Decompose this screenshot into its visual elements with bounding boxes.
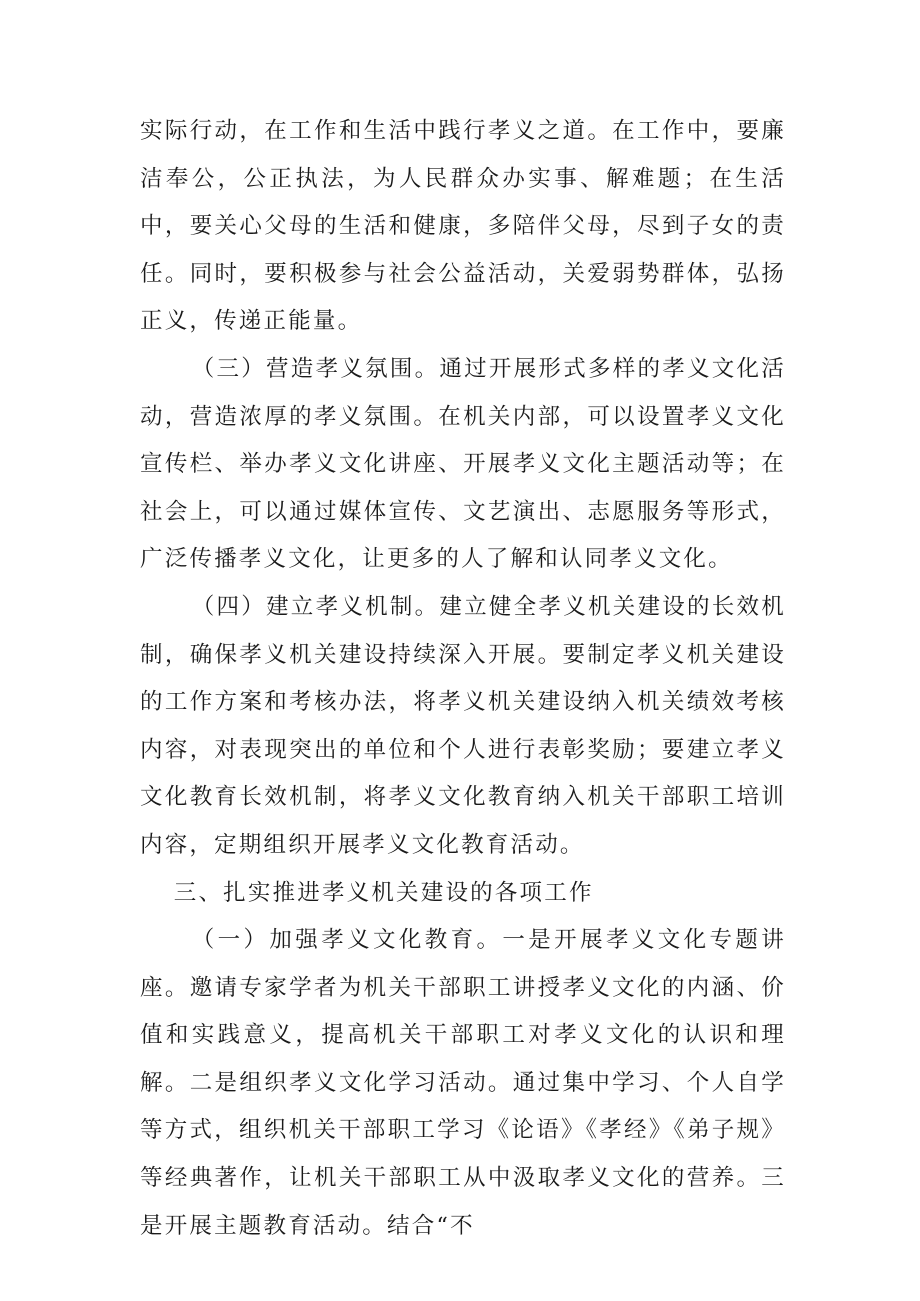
- paragraph-strengthen-education: （一）加强孝义文化教育。一是开展孝义文化专题讲座。邀请专家学者为机关干部职工讲授孝义文化的内涵、价值和实践意义，提高机关干部职工对孝义文化的认识和理解。二是组织孝义文化学习活动。通过集中学习、个人自学等方式，组织机关干部职工学习《论语》《孝经》《弟子规》等经典著作，让机关干部职工从中汲取孝义文化的营养。三是开展主题教育活动。结合“不: [140, 927, 786, 1239]
- paragraph-continuation: 实际行动，在工作和生活中践行孝义之道。在工作中，要廉洁奉公，公正执法，为人民群众办实事、解难题；在生活中，要关心父母的生活和健康，多陪伴父母，尽到子女的责任。同时，要积极参与社会公益活动，关爱弱势群体，弘扬正义，传递正能量。: [140, 118, 786, 335]
- paragraph-create-atmosphere: （三）营造孝义氛围。通过开展形式多样的孝义文化活动，营造浓厚的孝义氛围。在机关内部，可以设置孝义文化宣传栏、举办孝义文化讲座、开展孝义文化主题活动等；在社会上，可以通过媒体宣传、文艺演出、志愿服务等形式，广泛传播孝义文化，让更多的人了解和认同孝义文化。: [140, 355, 786, 573]
- paragraph-establish-mechanism: （四）建立孝义机制。建立健全孝义机关建设的长效机制，确保孝义机关建设持续深入开展。要制定孝义机关建设的工作方案和考核办法，将孝义机关建设纳入机关绩效考核内容，对表现突出的单位和个人进行表彰奖励；要建立孝义文化教育长效机制，将孝义文化教育纳入机关干部职工培训内容，定期组织开展孝义文化教育活动。: [140, 593, 786, 858]
- document-body: [140, 108, 786, 1250]
- section-heading-3: 三、扎实推进孝义机关建设的各项工作: [173, 879, 594, 906]
